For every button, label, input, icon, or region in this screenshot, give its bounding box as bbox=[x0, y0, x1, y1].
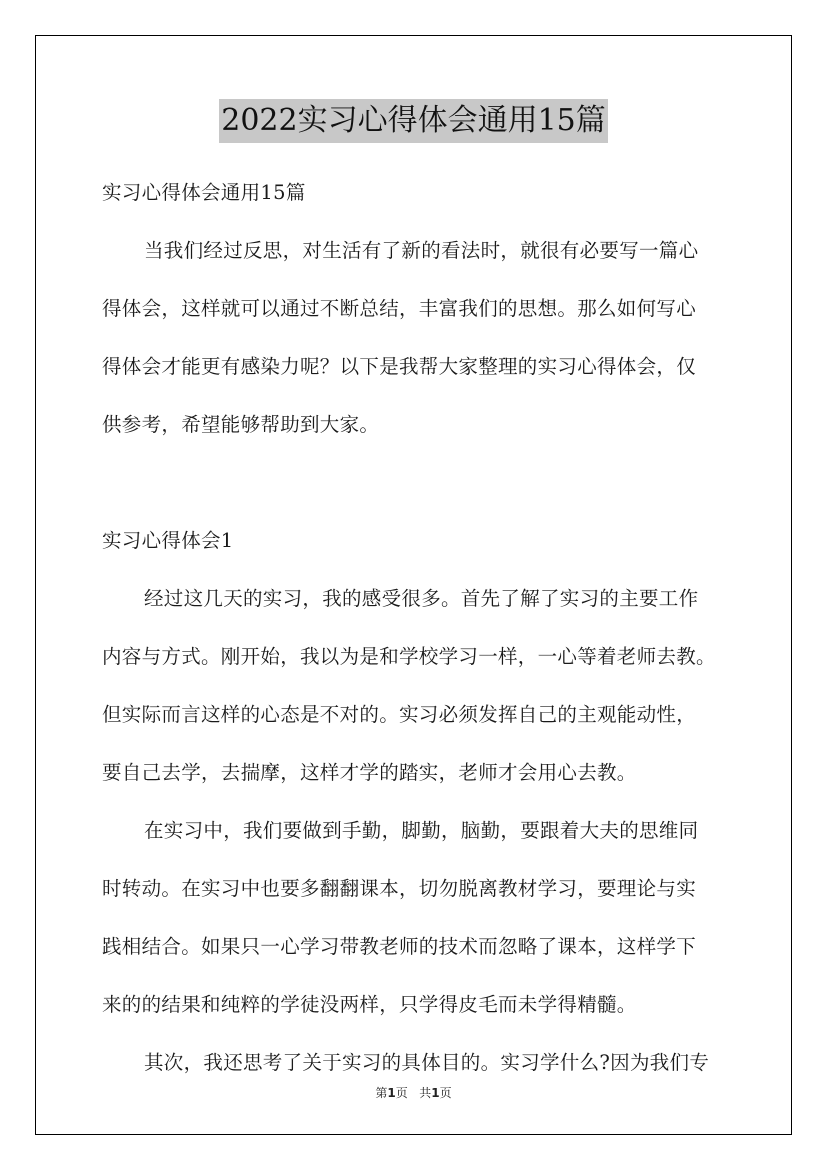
paragraph-line: 其次，我还思考了关于实习的具体目的。实习学什么?因为我们专 bbox=[144, 1051, 710, 1074]
paragraph-line: 来的的结果和纯粹的学徒没两样，只学得皮毛而未学得精髓。 bbox=[102, 993, 637, 1016]
page-number: 1 bbox=[387, 1086, 396, 1100]
intro-line: 供参考，希望能够帮助到大家。 bbox=[102, 413, 380, 436]
title-wrap bbox=[0, 99, 827, 143]
paragraph-line: 要自己去学，去揣摩，这样才学的踏实，老师才会用心去教。 bbox=[102, 761, 637, 784]
document-subtitle: 实习心得体会通用15篇 bbox=[102, 181, 306, 204]
paragraph-line: 在实习中，我们要做到手勤，脚勤，脑勤，要跟着大夫的思维同 bbox=[144, 819, 699, 842]
paragraph-line: 时转动。在实习中也要多翻翻课本，切勿脱离教材学习，要理论与实 bbox=[102, 877, 697, 900]
intro-line: 当我们经过反思，对生活有了新的看法时，就很有必要写一篇心 bbox=[144, 239, 699, 262]
paragraph-line: 内容与方式。刚开始，我以为是和学校学习一样，一心等着老师去教。 bbox=[102, 645, 716, 668]
intro-line: 得体会才能更有感染力呢？以下是我帮大家整理的实习心得体会，仅 bbox=[102, 355, 697, 378]
document-title: 2022实习心得体会通用15篇 bbox=[219, 99, 608, 143]
blank-line bbox=[102, 454, 742, 512]
page-footer bbox=[0, 1084, 827, 1101]
total-number: 1 bbox=[431, 1086, 440, 1100]
paragraph-line: 践相结合。如果只一心学习带教老师的技术而忽略了课本，这样学下 bbox=[102, 935, 697, 958]
page-suffix: 页 bbox=[395, 1086, 408, 1100]
section-heading: 实习心得体会1 bbox=[102, 529, 234, 552]
intro-line: 得体会，这样就可以通过不断总结，丰富我们的思想。那么如何写心 bbox=[102, 297, 697, 320]
page-prefix: 第 bbox=[375, 1086, 388, 1100]
total-prefix: 共 bbox=[419, 1086, 432, 1100]
paragraph-line: 但实际而言这样的心态是不对的。实习必须发挥自己的主观能动性， bbox=[102, 703, 697, 726]
document-body bbox=[102, 164, 742, 1092]
paragraph-line: 经过这几天的实习，我的感受很多。首先了解了实习的主要工作 bbox=[144, 587, 699, 610]
total-suffix: 页 bbox=[439, 1086, 452, 1100]
